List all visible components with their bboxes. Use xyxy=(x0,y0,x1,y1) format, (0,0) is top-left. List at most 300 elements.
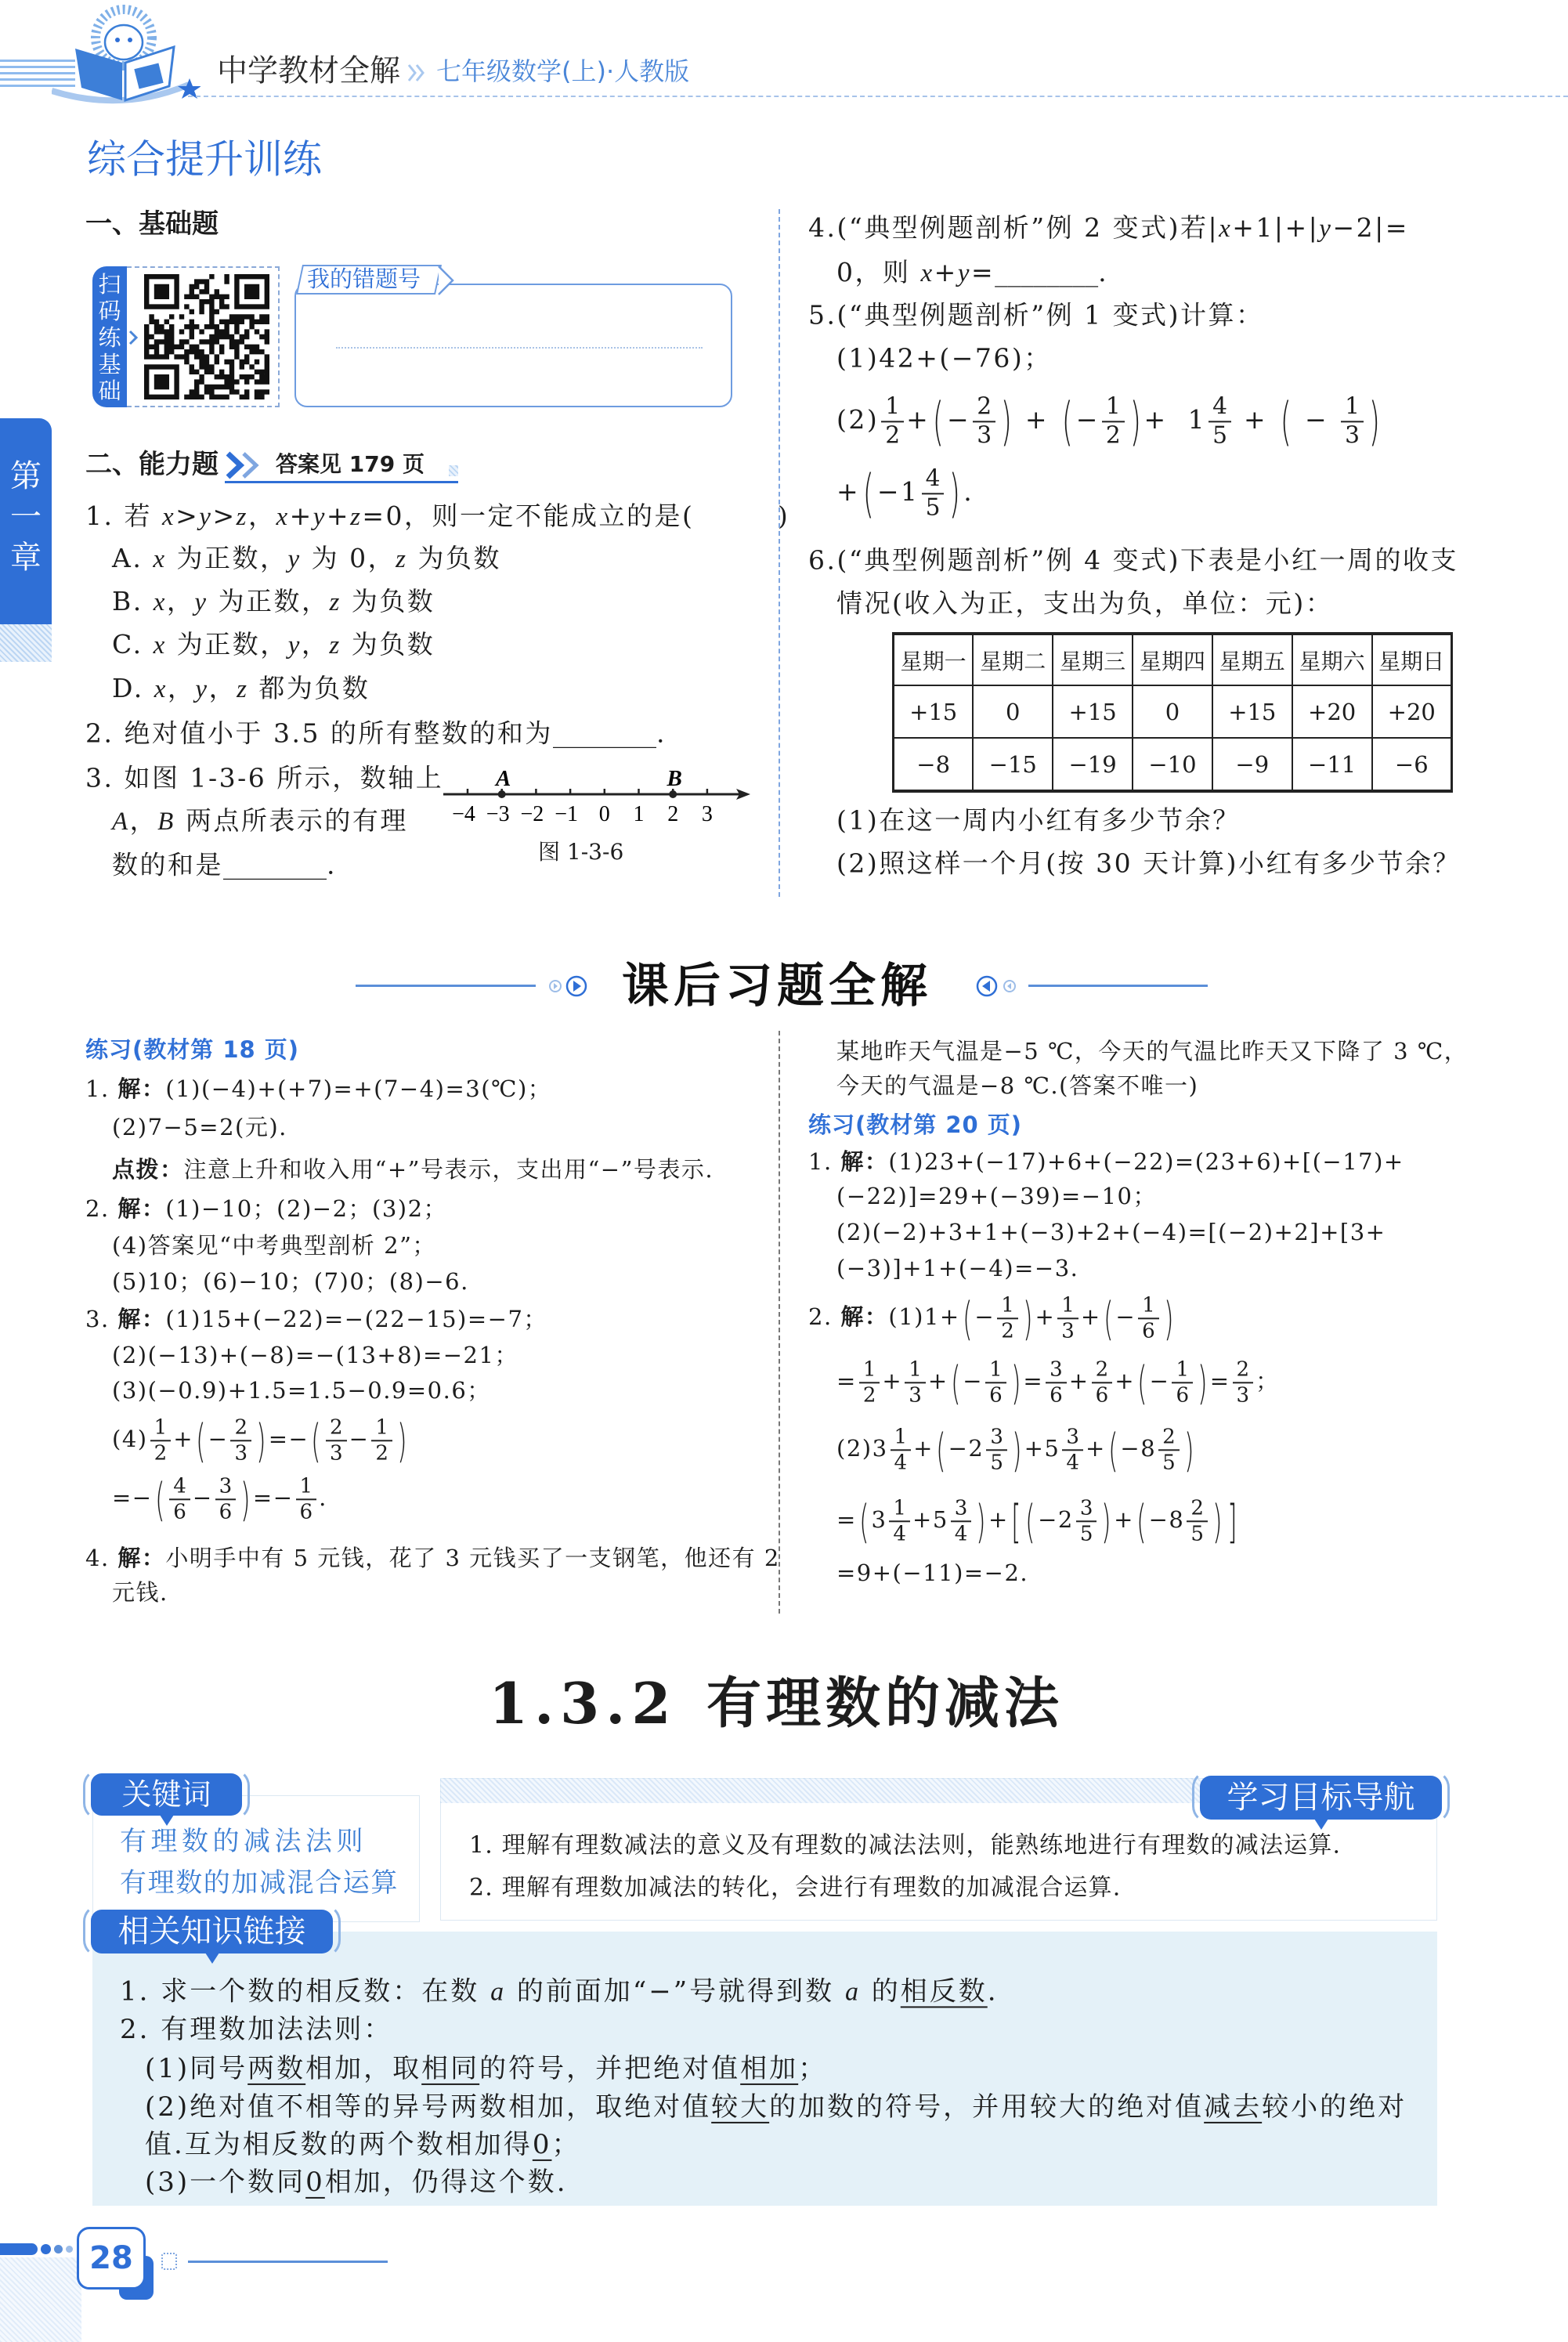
text-run: −1 xyxy=(876,476,919,507)
text-run: 都为负数 xyxy=(248,673,370,704)
math-variable: x xyxy=(161,503,176,532)
text-run: + xyxy=(913,1435,934,1462)
large-bracket: ( xyxy=(933,391,945,451)
solution-line xyxy=(112,1113,287,1143)
goal-item: 1. 理解有理数减法的意义及有理数的减法法则，能熟练地进行有理数的减法运算. xyxy=(469,1831,1342,1860)
qr-code-modules xyxy=(144,274,269,399)
text-run: 某地昨天气温是−5 ℃，今天的气温比昨天又下降了 3 ℃， xyxy=(836,1038,1469,1065)
text-run: 的符号，并把绝对值 xyxy=(479,2052,741,2084)
text-run: − xyxy=(192,1484,213,1511)
chapter-tab-char: 一 xyxy=(10,499,42,535)
text-run: + xyxy=(1115,1368,1136,1394)
fraction xyxy=(1209,394,1231,448)
large-bracket: ) xyxy=(1012,1423,1022,1476)
fraction-denominator: 5 xyxy=(1079,1522,1093,1545)
large-bracket: ) xyxy=(976,1494,986,1548)
underlined-key-term: 相同 xyxy=(421,2052,480,2084)
question-1 xyxy=(85,500,789,534)
underlined-key-term: 两数 xyxy=(247,2052,306,2084)
tick-label: 2 xyxy=(667,802,679,826)
fraction-denominator: 2 xyxy=(154,1441,168,1465)
page-number: 28 xyxy=(77,2227,146,2290)
text-run: (2)照这样一个月(按 30 天计算)小红有多少节余？ xyxy=(836,848,1461,879)
fraction-numerator: 1 xyxy=(985,1358,1006,1383)
fraction-denominator: 3 xyxy=(1061,1319,1075,1343)
fraction-numerator: 1 xyxy=(1102,394,1125,422)
fraction-denominator: 4 xyxy=(894,1451,908,1474)
fraction-denominator: 5 xyxy=(1190,1522,1204,1545)
fraction-numerator: 2 xyxy=(1158,1426,1180,1451)
fraction-denominator: 3 xyxy=(234,1441,248,1465)
table-cell: 0 xyxy=(973,685,1053,738)
solution-line xyxy=(85,1194,447,1224)
fraction-numerator: 1 xyxy=(1341,394,1364,422)
large-bracket: ) xyxy=(1368,391,1380,451)
solutions-title: 课后习题全解 xyxy=(622,959,932,1014)
math-variable: A xyxy=(112,808,130,837)
text-run: . xyxy=(327,849,337,880)
fraction-numerator: 2 xyxy=(1092,1358,1113,1383)
text-run: 5.(“典型例题剖析”例 1 变式)计算： xyxy=(808,299,1264,331)
text-run: =− xyxy=(268,1426,309,1452)
table-cell: +20 xyxy=(1292,685,1372,738)
text-run: 元钱. xyxy=(112,1579,168,1607)
bold-label: 解： xyxy=(117,1306,166,1333)
math-variable: z xyxy=(237,675,249,704)
large-bracket: ) xyxy=(1000,391,1013,451)
mistake-write-line xyxy=(336,347,703,349)
text-run: A. xyxy=(112,543,154,574)
underlined-key-term: 0 xyxy=(305,2166,325,2198)
fraction-numerator: 2 xyxy=(326,1416,347,1441)
bold-label: 解： xyxy=(840,1148,889,1176)
chapter-tab[interactable] xyxy=(0,418,52,624)
text-run: (1)1+ xyxy=(888,1303,960,1330)
large-bracket: ) xyxy=(1163,1292,1174,1345)
fraction-denominator: 6 xyxy=(1095,1383,1109,1407)
text-run: − xyxy=(208,1426,229,1452)
fraction-numerator: 4 xyxy=(1209,394,1231,422)
text-run: + xyxy=(988,1506,1009,1533)
underlined-key-term: 减去 xyxy=(1204,2091,1263,2123)
fraction xyxy=(889,1497,910,1545)
fraction-numerator: 1 xyxy=(891,1426,912,1451)
goal-item: 2. 理解有理数加减法的转化，会进行有理数的加减混合运算. xyxy=(469,1874,1122,1902)
choice-b[interactable] xyxy=(112,585,435,620)
text-run: D. xyxy=(112,673,154,704)
solution-tip xyxy=(112,1155,714,1185)
fraction-numerator: 1 xyxy=(296,1475,317,1500)
text-run: + xyxy=(906,404,930,435)
fraction xyxy=(1187,1497,1208,1545)
text-run: 0，则 xyxy=(836,257,921,288)
text-run: 相加，仍得这个数. xyxy=(324,2166,568,2198)
fraction-denominator: 6 xyxy=(299,1500,313,1523)
chapter-tab-char: 第 xyxy=(10,458,42,494)
choice-c[interactable] xyxy=(112,628,435,663)
text-run: 4. xyxy=(85,1545,118,1572)
large-bracket: ( xyxy=(950,1356,961,1409)
large-bracket: ( xyxy=(196,1414,206,1467)
text-run: 3 xyxy=(871,1506,887,1533)
fraction-denominator: 4 xyxy=(893,1522,907,1545)
qr-code-image[interactable] xyxy=(144,274,269,399)
text-run: − xyxy=(947,404,971,435)
text-run: ； xyxy=(551,2128,581,2160)
answer-reference-link[interactable]: 答案见 179 页 xyxy=(276,450,425,477)
text-run: =0，则一定不能成立的是( ) xyxy=(362,501,790,532)
large-bracket: ) xyxy=(949,463,961,523)
text-run: 小明手中有 5 元钱，花了 3 元钱买了一支钢笔，他还有 2 xyxy=(165,1545,780,1572)
text-run: 的前面加“−”号就得到数 xyxy=(506,1975,845,2008)
fraction xyxy=(891,1426,912,1473)
fraction xyxy=(881,394,904,448)
text-run: − xyxy=(1149,1368,1170,1394)
fraction-denominator: 5 xyxy=(1162,1451,1176,1474)
math-variable: z xyxy=(329,588,341,617)
math-variable: y xyxy=(1319,215,1333,244)
table-header-cell: 星期二 xyxy=(973,634,1053,685)
text-run: +5 xyxy=(912,1506,948,1533)
fraction-denominator: 6 xyxy=(1050,1383,1063,1407)
tick-label: 3 xyxy=(701,802,713,826)
fraction-denominator: 4 xyxy=(954,1522,968,1545)
table-cell: −19 xyxy=(1053,738,1133,791)
table-header-row xyxy=(894,634,1452,685)
text-run: . xyxy=(319,1484,327,1511)
header-divider xyxy=(188,96,1568,97)
mistake-label: 我的错题号 xyxy=(307,266,421,293)
large-bracket: ) xyxy=(1101,1494,1112,1548)
section-title: 综合提升训练 xyxy=(87,136,322,183)
qr-label-char: 基 xyxy=(98,351,121,378)
text-run: > xyxy=(212,501,237,532)
question-6-line-1 xyxy=(808,544,1458,578)
text-run: (1)(−4)+(+7)=+(7−4)=3(℃)； xyxy=(165,1075,552,1103)
text-run: (−3)]+1+(−4)=−3. xyxy=(836,1255,1079,1282)
solution-line xyxy=(112,1341,518,1371)
question-3-line-2 xyxy=(112,804,408,839)
fraction xyxy=(1138,1294,1159,1342)
fraction-numerator: 2 xyxy=(230,1416,251,1441)
text-run: ， xyxy=(166,586,195,617)
answer-reference-underline xyxy=(225,481,458,483)
fraction-numerator: 3 xyxy=(215,1475,237,1500)
fraction-denominator: 6 xyxy=(989,1383,1003,1407)
answer-blank: ________ xyxy=(552,717,656,749)
fraction-denominator: 4 xyxy=(1066,1451,1079,1474)
chevron-stroke xyxy=(130,331,136,344)
solution-line xyxy=(836,1356,1280,1409)
fraction-numerator: 3 xyxy=(986,1426,1007,1451)
text-run: −8 xyxy=(1120,1435,1157,1462)
math-variable: x xyxy=(153,631,167,660)
text-run: 为正数， xyxy=(166,629,288,660)
text-run: 为负数 xyxy=(341,586,435,617)
text-run: 相加，取 xyxy=(305,2052,422,2084)
text-run: (3)(−0.9)+1.5=1.5−0.9=0.6； xyxy=(112,1377,491,1404)
table-cell: +20 xyxy=(1372,685,1452,738)
fraction-denominator: 3 xyxy=(1345,421,1360,449)
math-variable: y xyxy=(287,631,302,660)
bold-label: 点拨： xyxy=(112,1156,184,1184)
text-run: C. xyxy=(112,629,154,660)
question-5-part-2 xyxy=(836,391,1383,451)
text-run: 2. 绝对值小于 3.5 的所有整数的和为 xyxy=(85,717,553,749)
text-run: (4)答案见“中考典型剖析 2”； xyxy=(112,1232,436,1260)
chevron-right-icon xyxy=(435,265,456,296)
chevron-right-icon xyxy=(128,329,139,346)
text-run: + xyxy=(1080,1303,1101,1330)
fraction xyxy=(985,1358,1006,1406)
choice-d[interactable] xyxy=(112,672,370,707)
table-row-income xyxy=(894,685,1452,738)
text-run: (4) xyxy=(112,1426,148,1452)
text-run: 的加数的符号，并用较大的绝对值 xyxy=(769,2091,1205,2123)
fraction-denominator: 3 xyxy=(909,1383,922,1407)
math-variable: z xyxy=(329,631,341,660)
text-run: ， xyxy=(247,501,276,532)
solution-line xyxy=(836,1072,1198,1101)
mistake-number-box[interactable] xyxy=(294,284,732,407)
fraction-denominator: 5 xyxy=(1212,421,1228,449)
table-header-cell: 星期六 xyxy=(1292,634,1372,685)
text-run: +1|+| xyxy=(1232,212,1320,244)
text-run: = xyxy=(970,257,995,288)
text-run: (1)同号 xyxy=(145,2052,248,2084)
text-run: 为正数， xyxy=(208,586,330,617)
text-run: (2)(−2)+3+1+(−3)+2+(−4)=[(−2)+2]+[3+ xyxy=(836,1219,1386,1246)
fraction-numerator: 1 xyxy=(1138,1294,1159,1319)
fraction-numerator: 1 xyxy=(371,1416,392,1441)
text-run: 1. 求一个数的相反数：在数 xyxy=(120,1975,491,2008)
text-run: (1)42+(−76)； xyxy=(836,342,1052,374)
bold-label: 解： xyxy=(117,1195,166,1223)
text-run: (2)(−13)+(−8)=−(13+8)=−21； xyxy=(112,1342,518,1369)
large-bracket: ) xyxy=(256,1414,266,1467)
text-run: − xyxy=(349,1426,370,1452)
bold-label: 解： xyxy=(840,1303,889,1330)
keywords-badge: 关键词 xyxy=(91,1773,242,1816)
text-run: + xyxy=(326,501,351,532)
text-run: 3. 如图 1-3-6 所示，数轴上 xyxy=(85,762,444,793)
table-cell: −8 xyxy=(894,738,974,791)
text-run: > xyxy=(175,501,200,532)
question-5-part-1 xyxy=(836,342,1052,376)
text-run: ， xyxy=(301,629,330,660)
underlined-key-term: 相加 xyxy=(740,2052,799,2084)
fraction xyxy=(859,1358,880,1406)
fraction xyxy=(371,1416,392,1464)
underlined-key-term: 相反数 xyxy=(900,1975,988,2008)
math-variable: a xyxy=(490,1977,507,2007)
fraction-numerator: 1 xyxy=(859,1358,880,1383)
knowledge-item xyxy=(145,2165,568,2199)
table-cell: −11 xyxy=(1292,738,1372,791)
text-run: − xyxy=(1115,1303,1136,1330)
chapter-tab-hatch xyxy=(0,624,52,662)
large-bracket: ( xyxy=(311,1414,321,1467)
question-5-part-2-cont xyxy=(836,463,974,523)
text-run: + xyxy=(927,1368,948,1394)
fraction xyxy=(986,1426,1007,1473)
fraction-numerator: 1 xyxy=(889,1497,910,1522)
text-run: 情况(收入为正，支出为负，单位：元)： xyxy=(836,587,1334,619)
column-divider xyxy=(779,1031,780,1614)
text-run: 今天的气温是−8 ℃.(答案不唯一) xyxy=(836,1072,1199,1100)
tick-label: −2 xyxy=(520,802,544,826)
text-run: + xyxy=(934,257,958,288)
text-run: =− xyxy=(252,1484,294,1511)
text-run: (1)23+(−17)+6+(−22)=(23+6)+[(−17)+ xyxy=(888,1148,1404,1176)
large-bracket: ) xyxy=(1010,1356,1021,1409)
large-bracket: ] xyxy=(1227,1494,1237,1548)
text-run: ； xyxy=(798,2052,828,2084)
text-run: + xyxy=(1068,1368,1089,1394)
point-label: B xyxy=(667,766,682,791)
tick-label: −3 xyxy=(486,802,510,826)
text-run: + xyxy=(1014,404,1059,435)
fraction-numerator: 1 xyxy=(1057,1294,1078,1319)
fraction xyxy=(922,466,945,520)
choice-a[interactable] xyxy=(112,542,501,576)
table-cell: +15 xyxy=(1212,685,1292,738)
solution-line xyxy=(112,1578,168,1608)
text-run: . xyxy=(963,476,974,507)
math-variable: y xyxy=(287,545,302,574)
question-2 xyxy=(85,717,667,751)
table-cell: −10 xyxy=(1133,738,1212,791)
solution-line xyxy=(836,1037,1468,1067)
fraction xyxy=(296,1475,317,1523)
fraction-numerator: 1 xyxy=(1172,1358,1193,1383)
keyword-item: 有理数的减法法则 xyxy=(120,1825,367,1857)
solution-line xyxy=(836,1218,1386,1248)
table-header-cell: 星期四 xyxy=(1133,634,1212,685)
fraction-numerator: 3 xyxy=(951,1497,972,1522)
math-variable: x xyxy=(154,675,168,704)
text-run: + xyxy=(289,501,313,532)
qr-label-char: 扫 xyxy=(98,271,121,298)
fraction-numerator: 3 xyxy=(1046,1358,1067,1383)
divider-line-left xyxy=(356,985,536,987)
text-run: = xyxy=(836,1368,857,1394)
lesson-number: 1.3.2 xyxy=(489,1670,677,1737)
solution-line xyxy=(85,1305,547,1335)
large-bracket: ( xyxy=(1103,1292,1114,1345)
table-row-expense xyxy=(894,738,1452,791)
fraction-denominator: 5 xyxy=(925,493,941,521)
fraction xyxy=(215,1475,237,1523)
text-run: (2)绝对值不相等的异号两数相加，取绝对值 xyxy=(145,2091,712,2123)
solution-line xyxy=(112,1376,491,1406)
text-run: 为 0， xyxy=(301,543,396,574)
knowledge-item xyxy=(120,1974,999,2009)
fraction-denominator: 5 xyxy=(990,1451,1003,1474)
keyword-item: 有理数的加减混合运算 xyxy=(120,1867,399,1899)
text-run: 值.互为相反数的两个数相加得 xyxy=(145,2128,533,2160)
large-bracket: ( xyxy=(1280,391,1292,451)
knowledge-item xyxy=(145,2127,580,2162)
fraction xyxy=(1341,394,1364,448)
fraction xyxy=(951,1497,972,1545)
table-cell: −6 xyxy=(1372,738,1452,791)
exercise-heading-p20: 练习(教材第 20 页) xyxy=(808,1111,1023,1139)
text-run: = xyxy=(1209,1368,1230,1394)
fraction-numerator: 1 xyxy=(997,1294,1018,1319)
math-variable: y xyxy=(194,588,208,617)
text-run: (2)7−5=2(元). xyxy=(112,1114,287,1141)
solution-line xyxy=(85,1544,780,1574)
text-run: = xyxy=(1023,1368,1044,1394)
question-4-line-1 xyxy=(808,211,1409,246)
fraction xyxy=(997,1294,1018,1342)
point-marker xyxy=(669,790,677,798)
fraction-numerator: 2 xyxy=(1233,1358,1254,1383)
fraction-denominator: 6 xyxy=(219,1500,233,1523)
text-run: (3)一个数同 xyxy=(145,2166,306,2198)
text-run: 1. 若 xyxy=(85,501,162,532)
solution-line xyxy=(808,1292,1176,1345)
large-bracket: ) xyxy=(1022,1292,1033,1345)
solution-line xyxy=(836,1182,1157,1212)
chevron-2 xyxy=(244,454,256,477)
text-run: ； xyxy=(1255,1368,1280,1394)
solution-line xyxy=(836,1494,1239,1548)
solution-line xyxy=(836,1254,1078,1284)
solution-line xyxy=(808,1148,1404,1177)
fraction-denominator: 6 xyxy=(1176,1383,1190,1407)
text-run: + 1 xyxy=(1143,404,1207,435)
point-marker xyxy=(498,790,506,798)
fraction-numerator: 1 xyxy=(881,394,904,422)
fraction xyxy=(973,394,995,448)
knowledge-item xyxy=(145,2090,1407,2124)
large-bracket: ( xyxy=(1061,391,1073,451)
text-run: −2 xyxy=(948,1435,985,1462)
fraction-denominator: 2 xyxy=(862,1383,876,1407)
table-cell: +15 xyxy=(1053,685,1133,738)
math-variable: y xyxy=(199,503,213,532)
fraction-denominator: 3 xyxy=(329,1441,343,1465)
table-header-cell: 星期一 xyxy=(894,634,974,685)
large-bracket: ) xyxy=(240,1473,251,1526)
large-bracket: ( xyxy=(1136,1494,1147,1548)
footer-dot xyxy=(66,2246,73,2253)
large-bracket: ) xyxy=(1198,1356,1208,1409)
solution-line xyxy=(85,1075,551,1104)
footer-dashed-square xyxy=(161,2253,177,2270)
fraction xyxy=(1233,1358,1254,1406)
column-divider xyxy=(779,209,780,897)
text-run: =9+(−11)=−2. xyxy=(836,1560,1029,1587)
basic-heading: 一、基础题 xyxy=(85,208,219,240)
bold-label: 解： xyxy=(117,1545,166,1572)
fraction-denominator: 2 xyxy=(375,1441,388,1465)
fraction-denominator: 2 xyxy=(1105,421,1121,449)
text-run: −2 xyxy=(1038,1506,1074,1533)
math-variable: z xyxy=(236,503,248,532)
solution-line xyxy=(836,1423,1196,1476)
text-run: (2)3 xyxy=(836,1435,888,1462)
footer-hatch xyxy=(0,2257,81,2342)
fraction xyxy=(230,1416,251,1464)
chevron-stroke xyxy=(439,266,453,295)
math-variable: z xyxy=(396,545,408,574)
text-run: −8 xyxy=(1148,1506,1185,1533)
knowledge-item xyxy=(145,2051,827,2086)
question-6-part-1 xyxy=(836,804,1241,838)
